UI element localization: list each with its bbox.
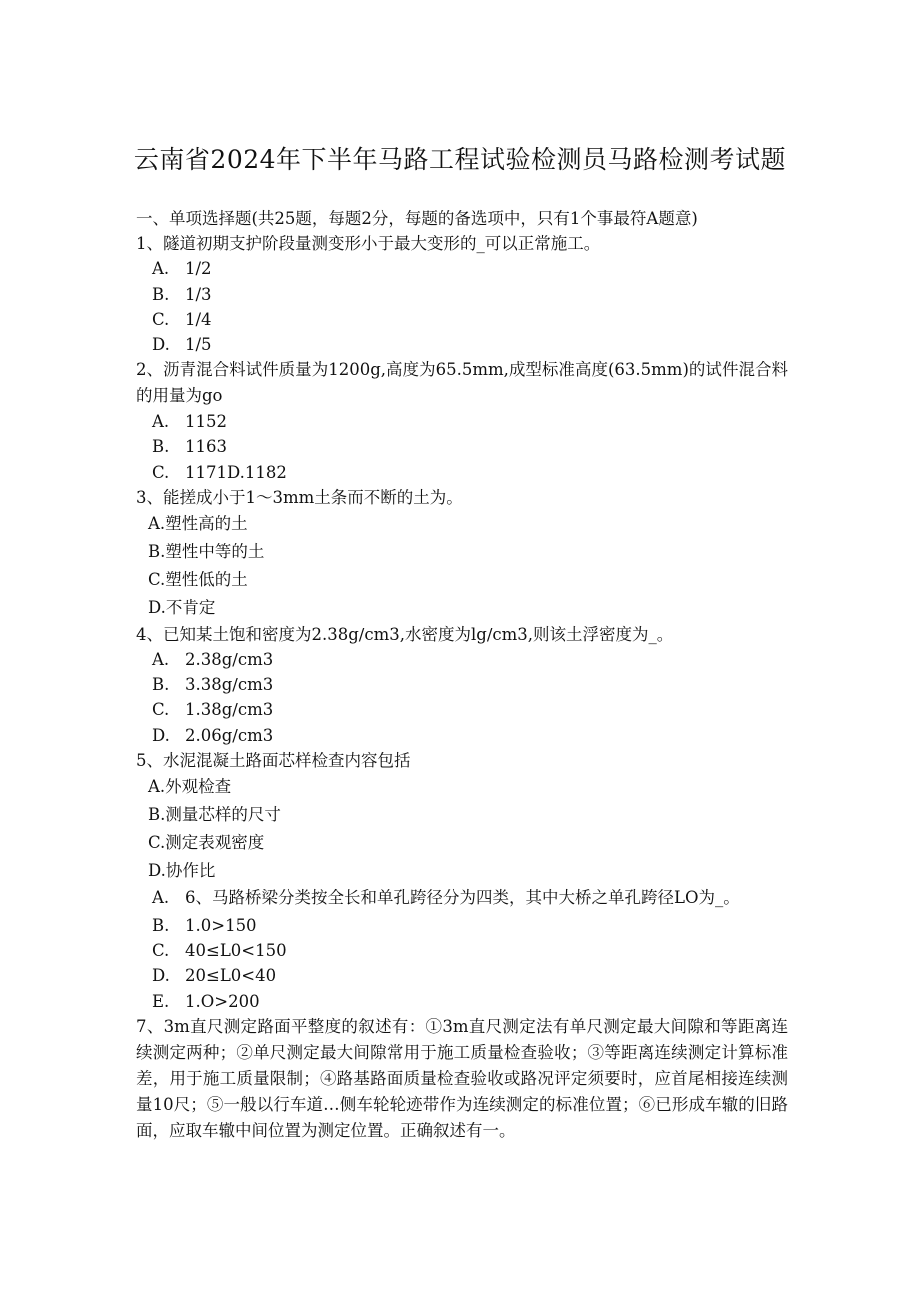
option-key: C. bbox=[152, 309, 170, 329]
option-key: B. bbox=[152, 675, 170, 695]
question-4-option-d bbox=[136, 723, 788, 748]
question-6-stem bbox=[136, 885, 788, 911]
document-body bbox=[136, 206, 788, 1144]
option-text: 2.38g∕cm3 bbox=[185, 650, 274, 670]
question-1-option-d bbox=[136, 332, 788, 357]
question-5-option-b: B.测量芯样的尺寸 bbox=[148, 805, 281, 824]
question-6-text: 6、马路桥梁分类按全长和单孔跨径分为四类，其中大桥之单孔跨径LO为_。 bbox=[185, 888, 740, 907]
question-4-stem: 4、已知某土饱和密度为2.38g∕cm3,水密度为lg∕cm3,则该土浮密度为_。 bbox=[136, 624, 674, 644]
question-1-option-b bbox=[136, 282, 788, 307]
question-4-option-a bbox=[136, 647, 788, 672]
question-6-option-b bbox=[136, 913, 788, 938]
option-key: E. bbox=[152, 991, 170, 1011]
option-key: B. bbox=[152, 437, 170, 457]
option-key: A. bbox=[152, 259, 170, 279]
option-key: B. bbox=[152, 284, 170, 304]
section-header: 一、单项选择题(共25题，每题2分，每题的备选项中，只有1个事最符A题意) bbox=[136, 209, 698, 228]
option-key: A. bbox=[152, 412, 170, 432]
option-text: 1.O>200 bbox=[185, 991, 260, 1011]
option-text: 40≤L0<150 bbox=[185, 941, 287, 961]
option-text: 1152 bbox=[185, 412, 227, 432]
question-5-option-a: A.外观检查 bbox=[148, 777, 232, 796]
question-6-option-e bbox=[136, 989, 788, 1014]
option-key: D. bbox=[152, 334, 170, 354]
option-text: 1.0>150 bbox=[185, 916, 257, 935]
question-1-stem: 1、隧道初期支护阶段量测变形小于最大变形的_可以正常施工。 bbox=[136, 234, 601, 254]
option-text: 20≤L0<40 bbox=[185, 966, 277, 986]
option-text: 1.38g∕cm3 bbox=[185, 700, 274, 720]
option-key: C. bbox=[152, 462, 170, 482]
question-2-option-b bbox=[136, 434, 788, 459]
option-key: D. bbox=[152, 966, 170, 986]
option-text: 1/2 bbox=[185, 259, 212, 279]
question-2-stem: 2、沥青混合料试件质量为1200g,高度为65.5mm,成型标准高度(63.5mm)的试件混合料的用量为go bbox=[136, 360, 788, 406]
option-text: 1/5 bbox=[185, 334, 212, 354]
question-3-option-d: D.不肯定 bbox=[148, 597, 216, 617]
option-key: B. bbox=[152, 916, 170, 935]
question-3-option-b: B.塑性中等的土 bbox=[148, 541, 265, 561]
question-2-option-c bbox=[136, 460, 788, 485]
option-key: A. bbox=[152, 650, 170, 670]
question-1-option-c bbox=[136, 307, 788, 332]
option-key: C. bbox=[152, 941, 170, 961]
question-3-stem: 3、能搓成小于1～3mm土条而不断的土为。 bbox=[136, 487, 463, 507]
option-key: D. bbox=[152, 725, 170, 745]
question-5-option-d: D.协作比 bbox=[148, 861, 216, 880]
question-2-option-a bbox=[136, 409, 788, 434]
option-text: 2.06g∕cm3 bbox=[185, 725, 274, 745]
question-3-option-a: A.塑性高的土 bbox=[148, 513, 248, 533]
option-text: 1171D.1182 bbox=[185, 462, 287, 482]
option-text: 3.38g∕cm3 bbox=[185, 675, 274, 695]
question-5-option-c: C.测定表观密度 bbox=[148, 833, 265, 852]
option-key: A. bbox=[152, 888, 170, 907]
question-3-option-c: C.塑性低的土 bbox=[148, 569, 248, 589]
option-key: C. bbox=[152, 700, 170, 720]
question-1-option-a bbox=[136, 256, 788, 281]
question-6-option-d bbox=[136, 963, 788, 988]
question-6-option-c bbox=[136, 938, 788, 963]
option-text: 1/3 bbox=[185, 284, 212, 304]
question-4-option-c bbox=[136, 697, 788, 722]
option-text: 1/4 bbox=[185, 309, 212, 329]
question-4-option-b bbox=[136, 672, 788, 697]
question-5-stem: 5、水泥混凝土路面芯样检查内容包括 bbox=[136, 750, 411, 770]
question-7-stem: 7、3m直尺测定路面平整度的叙述有：①3m直尺测定法有单尺测定最大间隙和等距离连续测定两种；②单尺测定最大间隙常用于施工质量检查验收；③等距离连续测定计算标准差，用于施工质量限制；④路基路面质量检查验收或路况评定须要时，应首尾相接连续测量10尺；⑤一般以行车道…侧车轮轮迹带作为连续测定的标准位置；⑥已形成车辙的旧路面，应取车辙中间位置为测定位置。正确叙述有一。 bbox=[136, 1016, 788, 1140]
document-title: 云南省2024年下半年马路工程试验检测员马路检测考试题 bbox=[133, 145, 787, 174]
option-text: 1163 bbox=[185, 437, 227, 457]
